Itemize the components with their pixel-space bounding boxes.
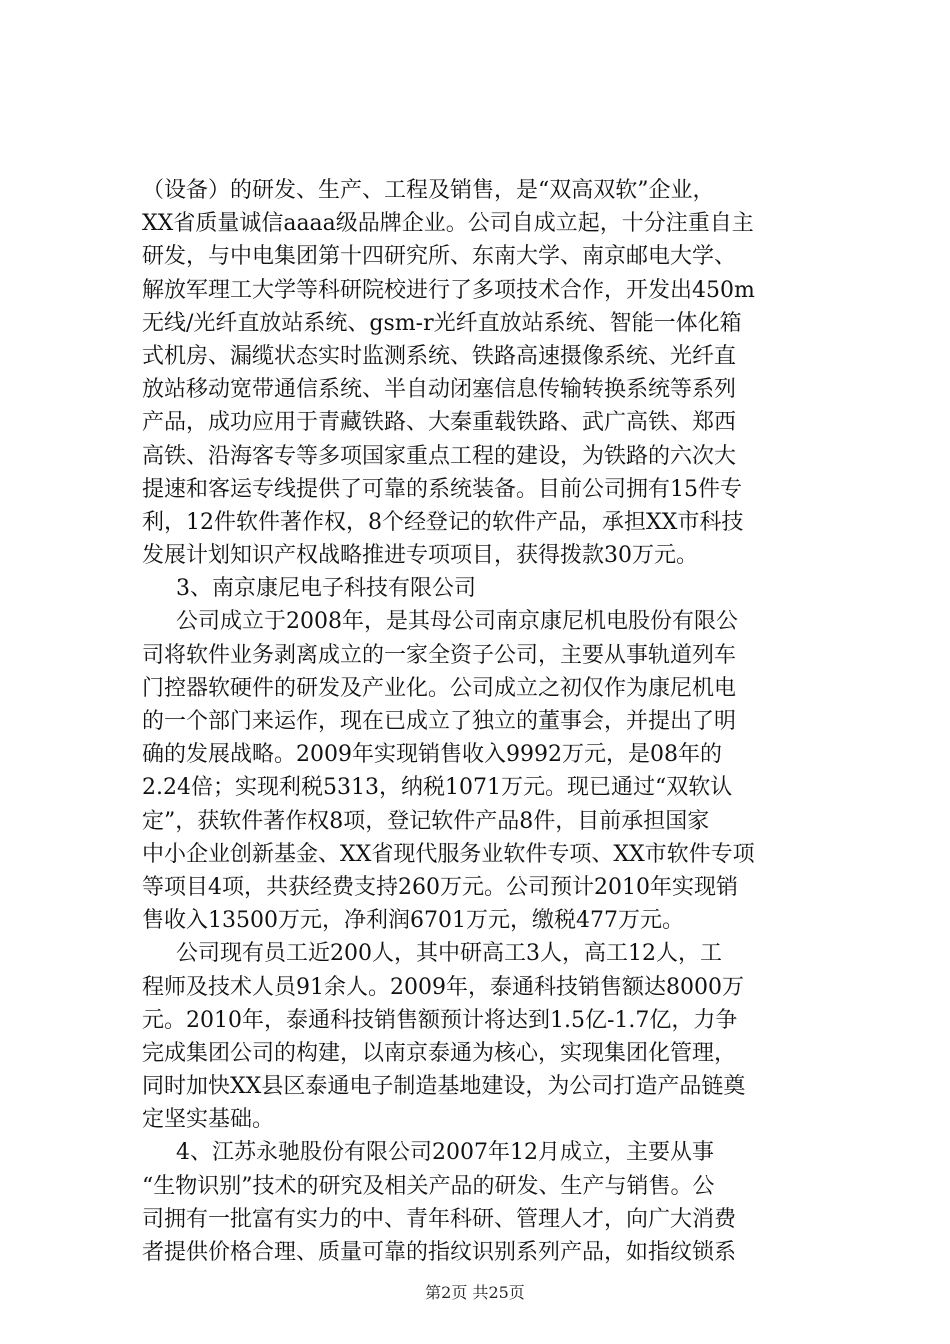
text-line: 等项目4项，共获经费支持260万元。公司预计2010年实现销 xyxy=(142,874,738,900)
text-line: 2.24倍；实现利税5313，纳税1071万元。现已通过“双软认 xyxy=(142,775,733,801)
text-line: “生物识别”技术的研究及相关产品的研发、生产与销售。公 xyxy=(142,1173,715,1199)
text-line: 完成集团公司的构建，以南京泰通为核心，实现集团化管理， xyxy=(142,1040,737,1066)
text-line: 提速和客运专线提供了可靠的系统装备。目前公司拥有15件专 xyxy=(142,476,742,502)
text-line: XX省质量诚信aaaa级品牌企业。公司自成立起，十分注重自主 xyxy=(142,211,754,237)
text-line: 同时加快XX县区泰通电子制造基地建设，为公司打造产品链奠 xyxy=(142,1074,746,1100)
text-line: 的一个部门来运作，现在已成立了独立的董事会，并提出了明 xyxy=(142,709,737,734)
text-line: 程师及技术人员91余人。2009年，泰通科技销售额达8000万 xyxy=(142,974,744,1000)
text-line: 司拥有一批富有实力的中、青年科研、管理人才，向广大消费 xyxy=(142,1206,737,1232)
text-line: 确的发展战略。2009年实现销售收入9992万元，是08年的 xyxy=(142,742,722,768)
text-line: （设备）的研发、生产、工程及销售，是“双高双软”企业， xyxy=(142,178,715,203)
text-line: 公司现有员工近200人，其中研高工3人，高工12人，工 xyxy=(176,941,722,967)
text-line: 者提供价格合理、质量可靠的指纹识别系列产品，如指纹锁系 xyxy=(142,1240,737,1265)
text-line: 3、南京康尼电子科技有限公司 xyxy=(176,576,476,602)
text-line: 中小企业创新基金、XX省现代服务业软件专项、XX市软件专项 xyxy=(142,841,755,867)
text-line: 式机房、漏缆状态实时监测系统、铁路高速摄像系统、光纤直 xyxy=(142,343,737,369)
text-line: 无线/光纤直放站系统、gsm-r光纤直放站系统、智能一体化箱 xyxy=(142,310,742,336)
text-line: 定”，获软件著作权8项，登记软件产品8件，目前承担国家 xyxy=(142,808,710,834)
text-line: 利，12件软件著作权，8个经登记的软件产品，承担XX市科技 xyxy=(142,509,744,535)
text-line: 售收入13500万元，净利润6701万元，缴税477万元。 xyxy=(142,908,684,934)
text-line: 放站移动宽带通信系统、半自动闭塞信息传输转换系统等系列 xyxy=(142,377,737,403)
text-line: 司将软件业务剥离成立的一家全资子公司，主要从事轨道列车 xyxy=(142,642,737,668)
text-line: 元。2010年，泰通科技销售额预计将达到1.5亿-1.7亿，力争 xyxy=(142,1007,738,1033)
text-line: 研发，与中电集团第十四研究所、东南大学、南京邮电大学、 xyxy=(142,244,737,270)
page-footer: 第2页 共25页 xyxy=(425,1283,525,1302)
body-text xyxy=(142,174,822,1269)
text-line: 公司成立于2008年，是其母公司南京康尼机电股份有限公 xyxy=(176,609,738,635)
text-line: 定坚实基础。 xyxy=(142,1107,275,1133)
text-line: 门控器软硬件的研发及产业化。公司成立之初仅作为康尼机电 xyxy=(142,675,737,701)
text-line: 4、江苏永驰股份有限公司2007年12月成立，主要从事 xyxy=(176,1140,714,1166)
text-line: 高铁、沿海客专等多项国家重点工程的建设，为铁路的六次大 xyxy=(142,443,737,469)
text-line: 产品，成功应用于青藏铁路、大秦重载铁路、武广高铁、郑西 xyxy=(142,410,737,436)
text-line: 解放军理工大学等科研院校进行了多项技术合作，开发出450m xyxy=(142,277,755,303)
text-line: 发展计划知识产权战略推进专项项目，获得拨款30万元。 xyxy=(142,543,698,569)
